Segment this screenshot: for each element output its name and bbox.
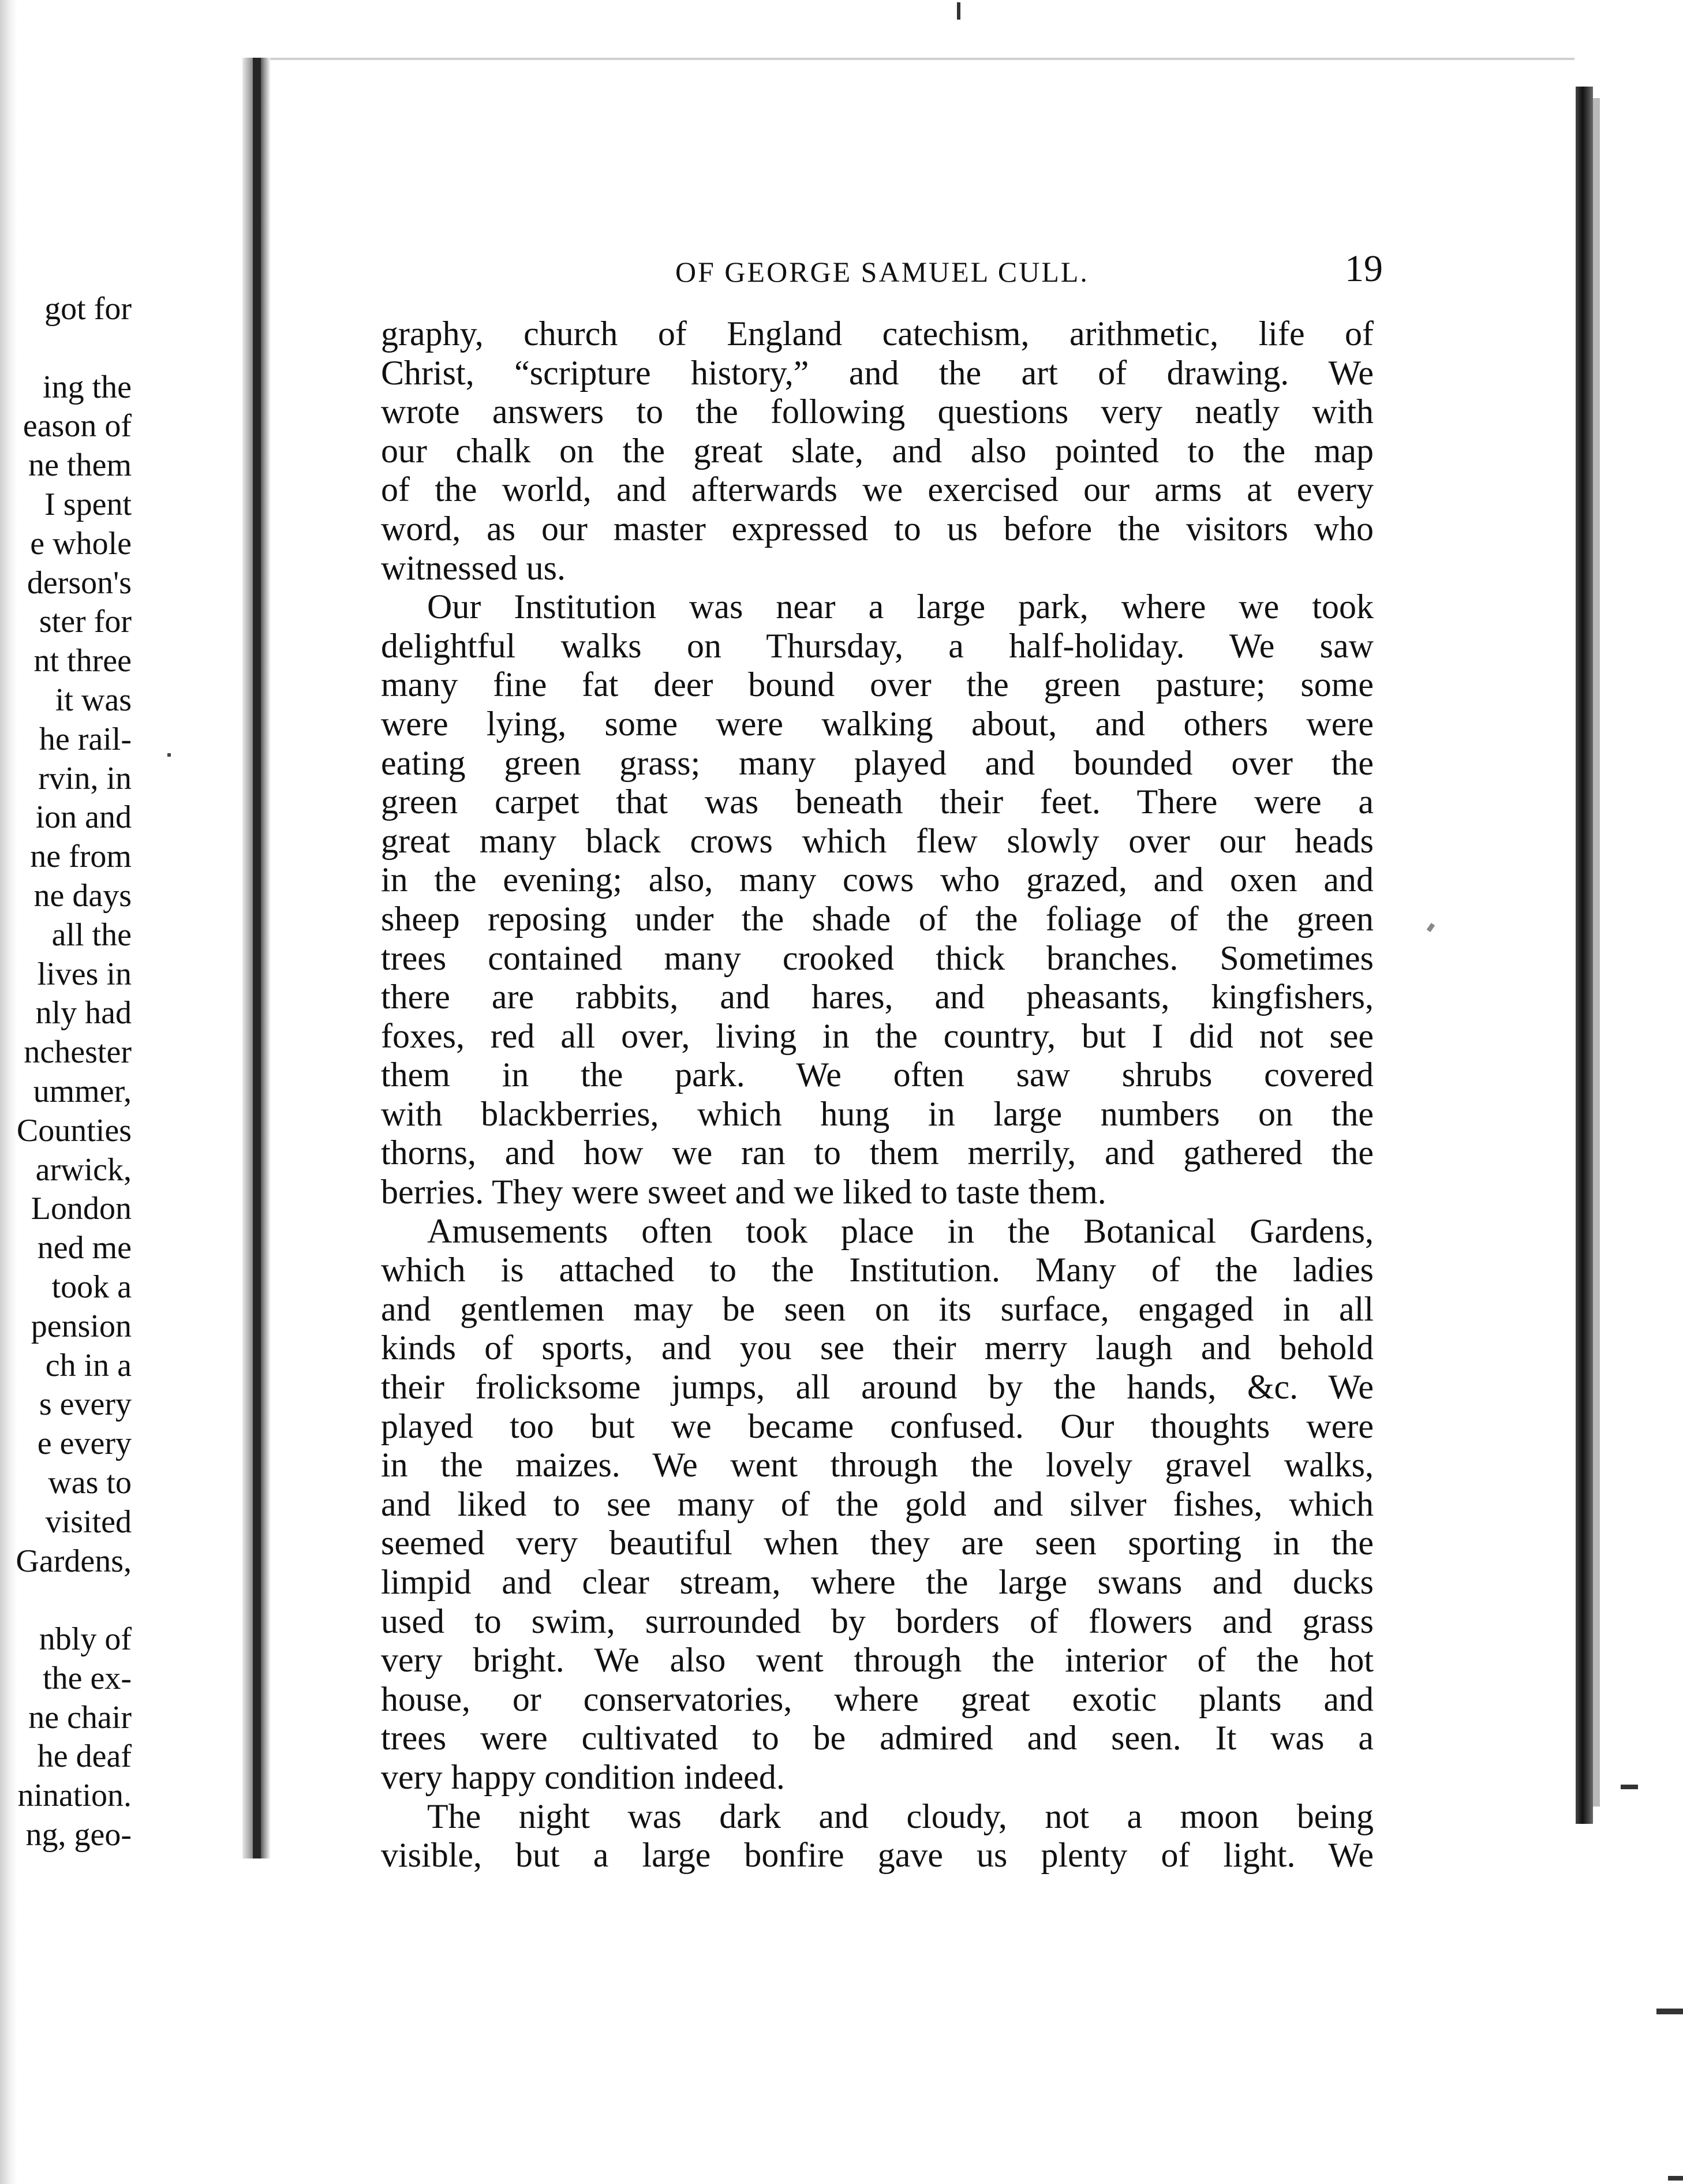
left-page-line: s every — [39, 1386, 132, 1423]
text-line: word, as our master expressed to us before the visitors who — [381, 509, 1374, 548]
text-line: their frolicksome jumps, all around by the hands, &c. We — [381, 1368, 1374, 1407]
left-page-line: rvin, in — [38, 760, 132, 796]
text-line: limpid and clear stream, where the large swans and ducks — [381, 1563, 1374, 1601]
left-page-line: ion and — [35, 799, 132, 836]
scan-mark — [957, 2, 960, 20]
left-page-line: ne from — [30, 839, 132, 875]
left-page-line: arwick, — [35, 1151, 132, 1188]
text-line: and gentlemen may be seen on its surface, engaged in all — [381, 1289, 1374, 1328]
left-page-line — [0, 329, 132, 368]
left-facing-page — [0, 0, 254, 2184]
text-line: wrote answers to the following questions very neatly with — [381, 392, 1374, 431]
text-line: witnessed us. — [381, 548, 566, 587]
text-line: foxes, red all over, living in the country, but I did not see — [381, 1016, 1374, 1055]
left-page-line: derson's — [27, 564, 132, 601]
left-page-line: took a — [51, 1269, 132, 1305]
left-page-line: lives in — [37, 956, 132, 992]
left-page-line: ch in a — [45, 1347, 132, 1383]
left-page-line: nbly of — [39, 1621, 132, 1658]
scan-mark — [1621, 1785, 1638, 1789]
left-page-line: nchester — [24, 1034, 132, 1071]
scan-mark — [1656, 2009, 1683, 2014]
text-line: The night was dark and cloudy, not a moon being — [427, 1797, 1374, 1835]
left-page-line: e whole — [30, 525, 132, 562]
scan-mark — [167, 753, 171, 757]
left-page-line: all the — [51, 917, 132, 953]
text-line: thorns, and how we ran to them merrily, and gathered the — [381, 1134, 1374, 1172]
left-page-line: ne days — [33, 877, 132, 914]
text-line: very happy condition indeed. — [381, 1757, 785, 1796]
left-page-line: got for — [44, 291, 132, 327]
left-page-line: Counties — [16, 1112, 132, 1149]
text-line: with blackberries, which hung in large numbers on the — [381, 1094, 1374, 1133]
text-line: in the maizes. We went through the lovely gravel walks, — [381, 1446, 1374, 1484]
page-edge-shadow — [1576, 87, 1593, 1824]
text-line: sheep reposing under the shade of the foliage of the green — [381, 899, 1374, 938]
left-page-line: ummer, — [33, 1073, 132, 1109]
text-line: them in the park. We often saw shrubs covered — [381, 1056, 1374, 1094]
page-body-text — [381, 315, 1374, 1875]
text-line: trees contained many crooked thick branches. Sometimes — [381, 938, 1374, 977]
text-line: graphy, church of England catechism, arithmetic, life of — [381, 315, 1374, 353]
text-line: trees were cultivated to be admired and seen. It was a — [381, 1719, 1374, 1757]
text-line: Amusements often took place in the Botanical Gardens, — [427, 1211, 1374, 1250]
text-line: which is attached to the Institution. Many of the ladies — [381, 1251, 1374, 1289]
left-page-line: visited — [45, 1504, 132, 1540]
left-page-line: ne chair — [28, 1699, 132, 1736]
book-gutter-line — [253, 58, 261, 1858]
text-line: very bright. We also went through the interior of the hot — [381, 1641, 1374, 1680]
text-line: many fine fat deer bound over the green pasture; some — [381, 665, 1374, 704]
left-page-line: ster for — [39, 604, 132, 640]
text-line: delightful walks on Thursday, a half-holiday. We saw — [381, 626, 1374, 665]
left-page-line: nt three — [33, 643, 132, 679]
left-page-line: was to — [48, 1464, 132, 1501]
left-page-line — [0, 1581, 132, 1620]
left-page-line: pension — [31, 1308, 132, 1344]
left-page-line: nly had — [35, 995, 132, 1031]
text-line: played too but we became confused. Our thoughts were — [381, 1407, 1374, 1445]
left-page-line: nination. — [17, 1778, 132, 1814]
left-page-line: I spent — [44, 486, 132, 522]
left-page-line: he rail- — [39, 721, 132, 757]
text-line: in the evening; also, many cows who grazed, and oxen and — [381, 861, 1374, 899]
text-line: of the world, and afterwards we exercised our arms at every — [381, 470, 1374, 509]
left-page-text — [0, 290, 132, 1855]
text-line: house, or conservatories, where great exotic plants and — [381, 1680, 1374, 1718]
running-head: OF GEORGE SAMUEL CULL. — [675, 256, 1089, 288]
left-page-line: ned me — [37, 1230, 132, 1266]
scan-mark — [1668, 2176, 1683, 2181]
left-page-line: Gardens, — [16, 1543, 132, 1579]
text-line: seemed very beautiful when they are seen sporting in the — [381, 1524, 1374, 1562]
left-page-line: the ex- — [43, 1660, 132, 1696]
left-page-line: ing the — [43, 369, 132, 405]
page-edge-outer — [1593, 98, 1600, 1807]
left-page-line: e every — [37, 1426, 132, 1462]
text-line: there are rabbits, and hares, and pheasants, kingfishers, — [381, 978, 1374, 1016]
text-line: Our Institution was near a large park, where we took — [427, 588, 1374, 626]
text-line: kinds of sports, and you see their merry laugh and behold — [381, 1329, 1374, 1367]
text-line: and liked to see many of the gold and silver fishes, which — [381, 1484, 1374, 1523]
text-line: eating green grass; many played and bounded over the — [381, 743, 1374, 782]
text-line: great many black crows which flew slowly over our heads — [381, 821, 1374, 860]
text-line: Christ, “scripture history,” and the art of drawing. We — [381, 353, 1374, 392]
text-line: berries. They were sweet and we liked to taste them. — [381, 1173, 1106, 1211]
text-line: visible, but a large bonfire gave us plenty of light. We — [381, 1836, 1374, 1875]
text-line: used to swim, surrounded by borders of flowers and grass — [381, 1602, 1374, 1640]
left-page-line: it was — [55, 682, 132, 718]
left-page-line: eason of — [23, 408, 132, 444]
left-page-line: ne them — [28, 447, 132, 484]
left-page-line: ng, geo- — [25, 1817, 132, 1853]
left-page-line: London — [31, 1191, 132, 1227]
left-page-line: he deaf — [37, 1738, 132, 1775]
text-line: were lying, some were walking about, and others were — [381, 704, 1374, 743]
text-line: our chalk on the great slate, and also pointed to the map — [381, 431, 1374, 470]
page-number: 19 — [1345, 248, 1383, 290]
text-line: green carpet that was beneath their feet. There were a — [381, 783, 1374, 821]
